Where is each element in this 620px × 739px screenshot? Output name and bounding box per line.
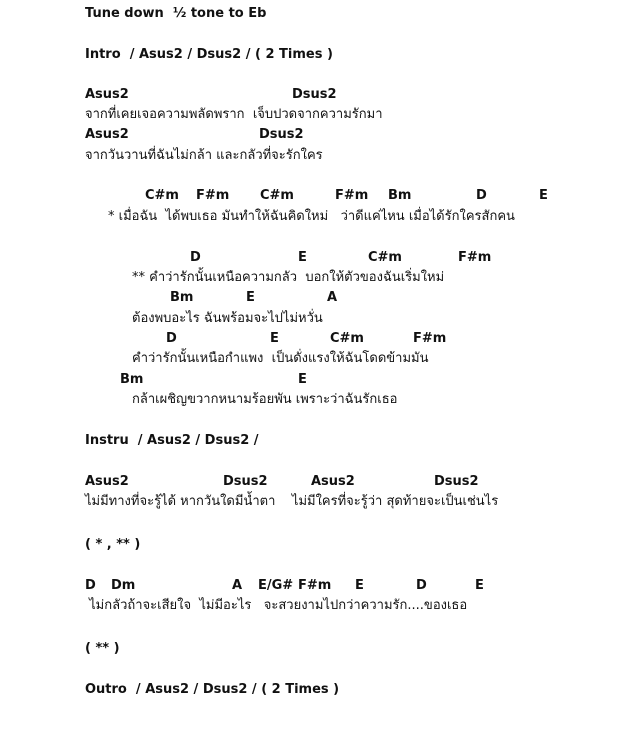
chord-line <box>0 289 620 307</box>
chord-line <box>0 86 620 104</box>
chord: Bm <box>120 372 144 387</box>
lyric-line: ไม่มีทางที่จะรู้ได้ หากวันใดมีน้ำตา ไม่มีใครที่จะรู้ว่า สุดท้ายจะเป็นเช่นไร <box>85 494 499 509</box>
chord: E <box>246 290 255 305</box>
chord: Bm <box>388 188 412 203</box>
chord: D <box>85 578 96 593</box>
lyric-line: กล้าเผชิญขวากหนามร้อยพัน เพราะว่าฉันรักเธอ <box>132 392 398 407</box>
repeat-marker: ( ** ) <box>85 641 120 656</box>
chord: D <box>416 578 427 593</box>
chord: D <box>476 188 487 203</box>
lyric-line: คำว่ารักนั้นเหนือกำแพง เป็นดั่งแรงให้ฉันโดดข้ามมัน <box>132 351 429 366</box>
lyric-line: * เมื่อฉัน ได้พบเธอ มันทำให้ฉันคิดใหม่ ว่าดีแค่ไหน เมื่อได้รักใครสักคน <box>108 209 515 224</box>
instru-line: Instru / Asus2 / Dsus2 / <box>85 433 259 448</box>
chord-line <box>0 249 620 267</box>
chord: Dsus2 <box>223 474 268 489</box>
chord: F#m <box>413 331 447 346</box>
chord: E <box>298 250 307 265</box>
tuning-note: Tune down ½ tone to Eb <box>85 6 267 21</box>
chord: F#m <box>196 188 230 203</box>
lyric-line: จากที่เคยเจอความพลัดพราก เจ็บปวดจากความรักมา <box>85 107 383 122</box>
lyric-line: ** คำว่ารักนั้นเหนือความกลัว บอกให้ตัวของฉันเริ่มใหม่ <box>132 270 445 285</box>
chord: E <box>270 331 279 346</box>
chord: Asus2 <box>85 474 129 489</box>
lyric-line: ต้องพบอะไร ฉันพร้อมจะไปไม่หวั่น <box>132 311 323 326</box>
chord: E <box>298 372 307 387</box>
chord: C#m <box>330 331 364 346</box>
chord: E/G# <box>258 578 294 593</box>
lyric-line: ไม่กลัวถ้าจะเสียใจ ไม่มีอะไร จะสวยงามไปกว่าความรัก....ของเธอ <box>85 598 468 613</box>
chord: E <box>475 578 484 593</box>
chord: Bm <box>170 290 194 305</box>
chord-line <box>0 187 620 205</box>
chord: Dsus2 <box>434 474 479 489</box>
chord: F#m <box>335 188 369 203</box>
chord: Asus2 <box>311 474 355 489</box>
chord: D <box>190 250 201 265</box>
chord-line <box>0 330 620 348</box>
chord: A <box>232 578 243 593</box>
intro-line: Intro / Asus2 / Dsus2 / ( 2 Times ) <box>85 47 333 62</box>
chord-line <box>0 577 620 595</box>
chord: D <box>166 331 177 346</box>
chord: C#m <box>145 188 179 203</box>
chord-line <box>0 126 620 144</box>
chord: C#m <box>368 250 402 265</box>
chord: Dm <box>111 578 136 593</box>
chord: Dsus2 <box>292 87 337 102</box>
chord: A <box>327 290 338 305</box>
repeat-marker: ( * , ** ) <box>85 537 141 552</box>
chord: E <box>355 578 364 593</box>
chord: F#m <box>458 250 492 265</box>
outro-line: Outro / Asus2 / Dsus2 / ( 2 Times ) <box>85 682 340 697</box>
chord-line <box>0 473 620 491</box>
chord-line <box>0 371 620 389</box>
chord: F#m <box>298 578 332 593</box>
chord: Asus2 <box>85 127 129 142</box>
chord: C#m <box>260 188 294 203</box>
chord: Dsus2 <box>259 127 304 142</box>
chord: Asus2 <box>85 87 129 102</box>
chord: E <box>539 188 548 203</box>
lyric-line: จากวันวานที่ฉันไม่กล้า และกลัวที่จะรักใคร <box>85 148 323 163</box>
